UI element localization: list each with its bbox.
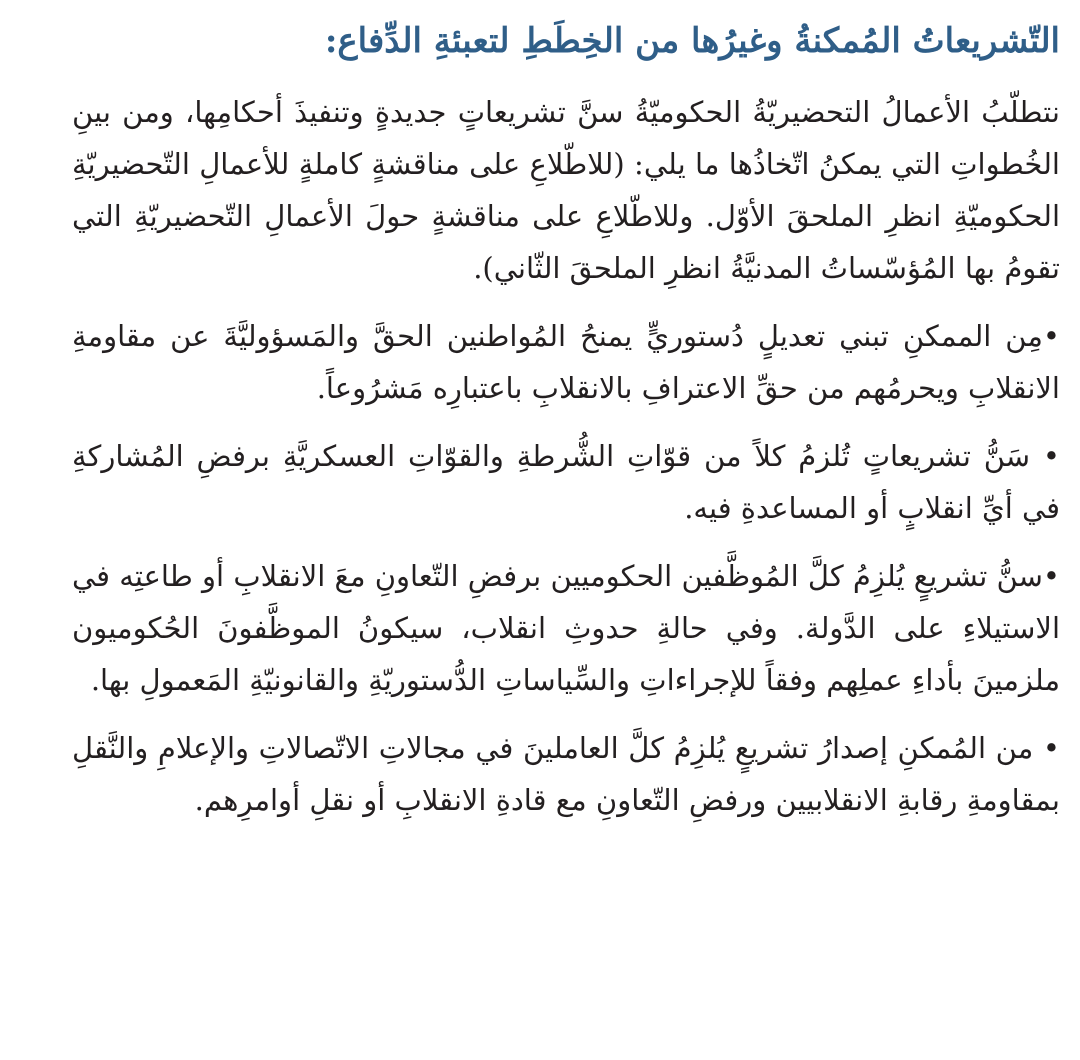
section-heading: التّشريعاتُ المُمكنةُ وغيرُها من الخِطَطِ لتعبئةِ الدِّفاع:	[324, 21, 1060, 61]
bullet-police-military-legislation: • سَنُّ تشريعاتٍ تُلزمُ كلاً من قوّاتِ الشُّرطةِ والقوّاتِ العسكريَّةِ برفضِ المُشاركةِ في أيِّ انقلابٍ أو المساعدةِ فيه.	[72, 439, 1060, 525]
bullet-communications-media-transport-legislation: • من المُمكنِ إصدارُ تشريعٍ يُلزِمُ كلَّ العاملينَ في مجالاتِ الاتّصالاتِ والإعلامِ والنَّقلِ بمقاومةِ رقابةِ الانقلابيين ورفضِ التّعاونِ مع قادةِ الانقلابِ أو نقلِ أوامرِهم.	[72, 731, 1060, 817]
bullet-constitutional-amendment: •مِن الممكنِ تبني تعديلٍ دُستوريٍّ يمنحُ المُواطنين الحقَّ والمَسؤوليَّةَ عن مقاومةِ الانقلابِ ويحرمُهم من حقِّ الاعترافِ بالانقلابِ باعتبارِه مَشرُوعاً.	[72, 319, 1060, 405]
bullet-government-employees-legislation: •سنُّ تشريعٍ يُلزِمُ كلَّ المُوظَّفين الحكوميين برفضِ التّعاونِ معَ الانقلابِ أو طاعتِه في الاستيلاءِ على الدَّولة. وفي حالةِ حدوثِ انقلاب، سيكونُ الموظَّفونَ الحُكوميون ملزمينَ بأداءِ عملِهم وفقاً للإجراءاتِ والسِّياساتِ الدُّستوريّةِ والقانونيّةِ المَعمولِ بها.	[72, 559, 1060, 697]
intro-paragraph: نتطلّبُ الأعمالُ التحضيريّةُ الحكوميّةُ سنَّ تشريعاتٍ جديدةٍ وتنفيذَ أحكامِها، ومن بينِ الخُطواتِ التي يمكنُ اتّخاذُها ما يلي: (للاطّلاعِ على مناقشةٍ كاملةٍ للأعمالِ التّحضيريّةِ الحكوميّةِ انظرِ الملحقَ الأوّل. وللاطّلاعِ على مناقشةٍ حولَ الأعمالِ التّحضيريّةِ التي تقومُ بها المُؤسّساتُ المدنيَّةُ انظرِ الملحقَ الثّاني).	[72, 95, 1060, 285]
